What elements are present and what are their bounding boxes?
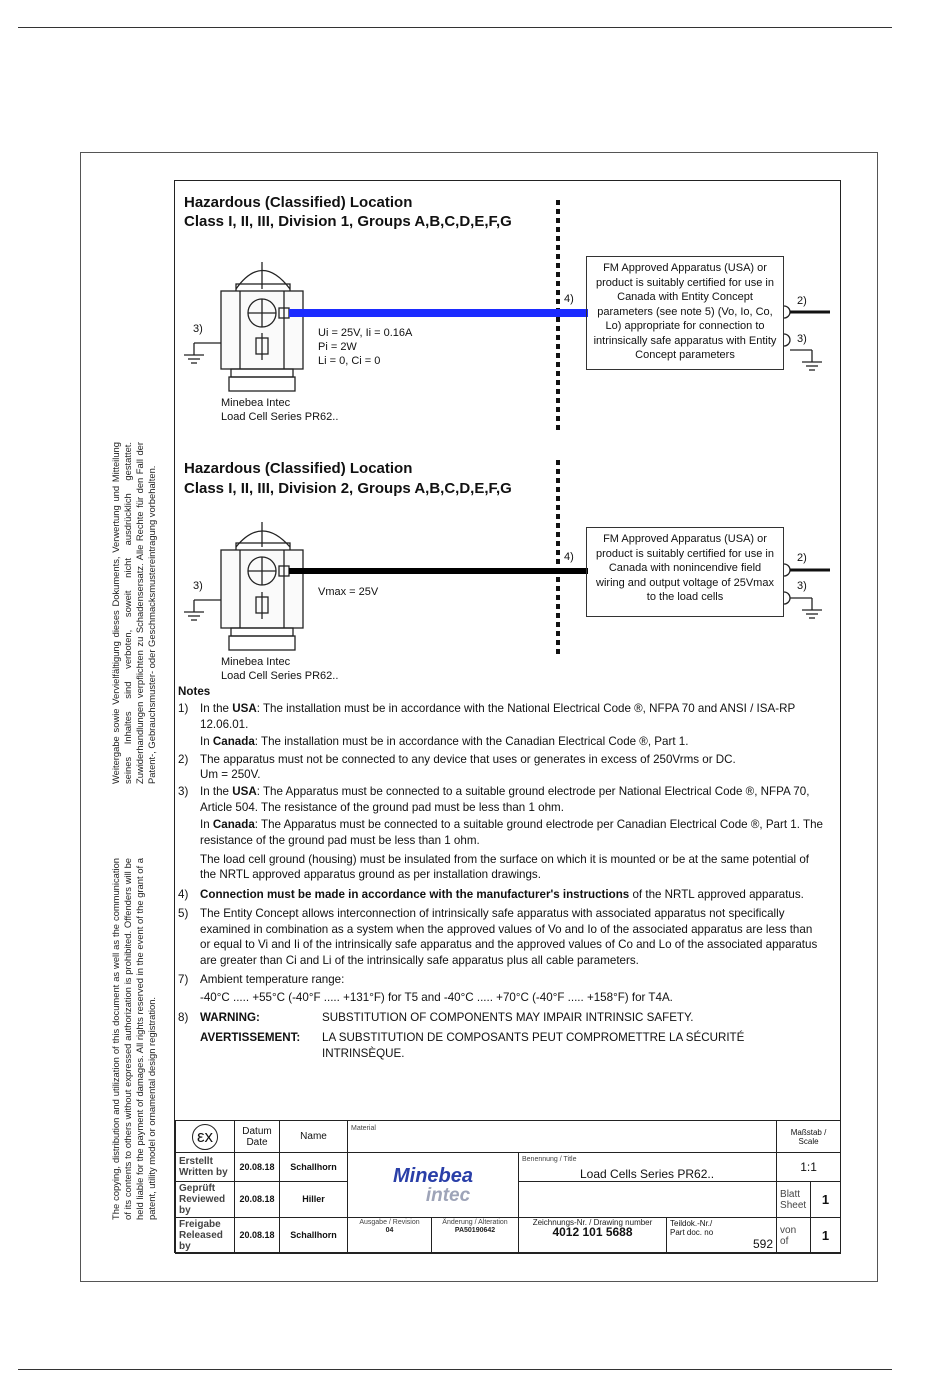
section2-apparatus-box: FM Approved Apparatus (USA) or product is suitably certified for use in Canada with nonincendive field wiring and output voltage of 25Vmax to the load cells (586, 527, 784, 617)
note-number: 8) (178, 1010, 189, 1024)
part-doc-cell: Teildok.-Nr./ Part doc. no 592 (667, 1218, 777, 1254)
side-copyright-en: The copying, distribution and utilization of this document as well as the communication of its contents to others without expressed authorization is prohibited. Offenders will be held liable for the payment of damages. All rights reserved in the event of the grant of a patent, utility model or ornamental design registration. (110, 858, 157, 1220)
note-1: 1) In the USA: The installation must be in accordance with the National Electrical Code ®, NFPA 70 and ANSI / ISA-RP 12.06.01. In Canada: The installation must be in accordance with the Canadian Electrical Code ®, Part 1. (178, 702, 795, 749)
drawing-number-cell: Zeichnungs-Nr. / Drawing number 4012 101 5688 (519, 1218, 667, 1254)
reviewed-name: Hiller (280, 1182, 348, 1218)
of-label: von of (777, 1218, 811, 1254)
datum-header: Datum Date (235, 1121, 280, 1153)
section1-ref-3-right: 3) (797, 333, 807, 345)
section2-loadcell-label1: Minebea Intec (221, 656, 291, 668)
title-spacer (519, 1182, 777, 1218)
released-date: 20.08.18 (235, 1218, 280, 1254)
section1-heading2: Class I, II, III, Division 1, Groups A,B,C,D,E,F,G (184, 213, 512, 230)
section1-heading1: Hazardous (Classified) Location (184, 194, 413, 211)
section1-ref-3-left: 3) (193, 323, 203, 335)
title-block (175, 1120, 840, 1252)
section1-param-1: Ui = 25V, Ii = 0.16A (318, 327, 413, 339)
written-date: 20.08.18 (235, 1153, 280, 1182)
section1-loadcell-label2: Load Cell Series PR62.. (221, 411, 339, 423)
ground-symbol-right-2 (790, 598, 822, 618)
section1-loadcell-label1: Minebea Intec (221, 397, 291, 409)
note-number: 1) (178, 702, 189, 716)
notes-title: Notes (178, 685, 211, 698)
material-cell: Material (348, 1121, 777, 1153)
scale-value: 1:1 (777, 1153, 841, 1182)
section2-heading1: Hazardous (Classified) Location (184, 460, 413, 477)
section1-apparatus-box: FM Approved Apparatus (USA) or product is suitably certified for use in Canada with Entity Concept parameters (see note 5) (Vo, Io, Co, Lo) appropriate for connection to intrinsically safe apparatus with Entity Concept parameters (586, 256, 784, 370)
released-by-label: Freigabe Released by (176, 1218, 235, 1254)
section2-ref-3-left: 3) (193, 580, 203, 592)
scale-label: Maßstab / Scale (777, 1121, 841, 1153)
section2-ref-4: 4) (564, 551, 574, 563)
written-name: Schallhorn (280, 1153, 348, 1182)
note-number: 7) (178, 972, 189, 986)
side-copyright-de: Weitergabe sowie Vervielfältigung dieses Dokuments, Verwertung und Mitteilung seines Inhaltes sind verboten, soweit nicht ausdrücklich gestattet. Zuwiderhandlungen verpflichten zu Schadensersatz. Alle Rechte für den Fall der Patent-, Gebrauchsmuster- oder Geschmacksmustereintragung vorbehalten. (110, 442, 157, 784)
ground-symbol-left-2 (184, 600, 221, 620)
section1-ref-4: 4) (564, 293, 574, 305)
released-name: Schallhorn (280, 1218, 348, 1254)
issue-cell: Ausgabe / Revision 04 (348, 1218, 432, 1254)
note-3: 3) In the USA: The Apparatus must be connected to a suitable ground electrode per National Electrical Code ®, NFPA 70, Article 504. The resistance of the ground pad must be less than 1 ohm. In Canada: The Apparatus must be connected to a suitable ground electrode per Canadian Electrical Code ®, Part 1. The resistance of the ground pad must be less than 1 ohm. The load cell ground (housing) must be insulated from the surface on which it is mounted or be at the same potential of the NRTL approved apparatus ground as per installation drawings. (178, 785, 823, 882)
notes-section (178, 684, 823, 1061)
section2-ref-3-right: 3) (797, 580, 807, 592)
written-by-label: Erstellt Written by (176, 1153, 235, 1182)
loadcell-icon-2 (221, 522, 303, 650)
sheet-label: Blatt Sheet (777, 1182, 811, 1218)
note-number: 3) (178, 785, 189, 799)
section2-heading2: Class I, II, III, Division 2, Groups A,B,C,D,E,F,G (184, 480, 512, 497)
section1-param-3: Li = 0, Ci = 0 (318, 355, 381, 367)
sheet-value: 1 (811, 1182, 841, 1218)
note-number: 5) (178, 907, 189, 921)
section2-loadcell-label2: Load Cell Series PR62.. (221, 670, 339, 682)
reviewed-by-label: Geprüft Reviewed by (176, 1182, 235, 1218)
title-cell: Benennung / Title Load Cells Series PR62.. (519, 1153, 777, 1182)
section2-param-1: Vmax = 25V (318, 586, 379, 598)
name-header: Name (280, 1121, 348, 1153)
section1-ref-2: 2) (797, 295, 807, 307)
note-number: 2) (178, 752, 189, 766)
bottom-rule (18, 1369, 892, 1370)
note-8: 8) WARNING: SUBSTITUTION OF COMPONENTS MAY IMPAIR INTRINSIC SAFETY. AVERTISSEMENT: LA SUBSTITUTION DE COMPOSANTS PEUT COMPROMETTRE LA SÉCURITÉ INTRINSÈQUE. (178, 1010, 745, 1060)
output-terminal-2 (784, 564, 790, 604)
ex-symbol: εx (176, 1121, 235, 1153)
note-7: 7) Ambient temperature range: -40°C ..... +55°C (-40°F ..... +131°F) for T5 and -40°C ..... +70°C (-40°F ..... +158°F) for T4A. (178, 972, 673, 1005)
of-value: 1 (811, 1218, 841, 1254)
note-5: 5) The Entity Concept allows interconnection of intrinsically safe apparatus with associated apparatus not specifically examined in combination as a system when the approved values of Vo and Io of the associated apparatus are less than or equal to Vi and Ii of the intrinsically safe apparatus and the approved values of Co and Lo of the associated apparatus are greater than Ci and Li of the intrinsically safe apparatus plus all cable parameters. (178, 907, 818, 967)
reviewed-date: 20.08.18 (235, 1182, 280, 1218)
note-4: 4) Connection must be made in accordance with the manufacturer's instructions of the NRTL approved apparatus. (178, 887, 804, 901)
section1-param-2: Pi = 2W (318, 341, 357, 353)
change-cell: Änderung / Alteration PA50190642 (432, 1218, 519, 1254)
section2-ref-2: 2) (797, 552, 807, 564)
note-number: 4) (178, 887, 189, 901)
note-2: 2) The apparatus must not be connected to any device that uses or generates in excess of 250Vrms or DC. Um = 250V. (178, 752, 736, 782)
company-logo: Minebea intec (348, 1153, 519, 1218)
